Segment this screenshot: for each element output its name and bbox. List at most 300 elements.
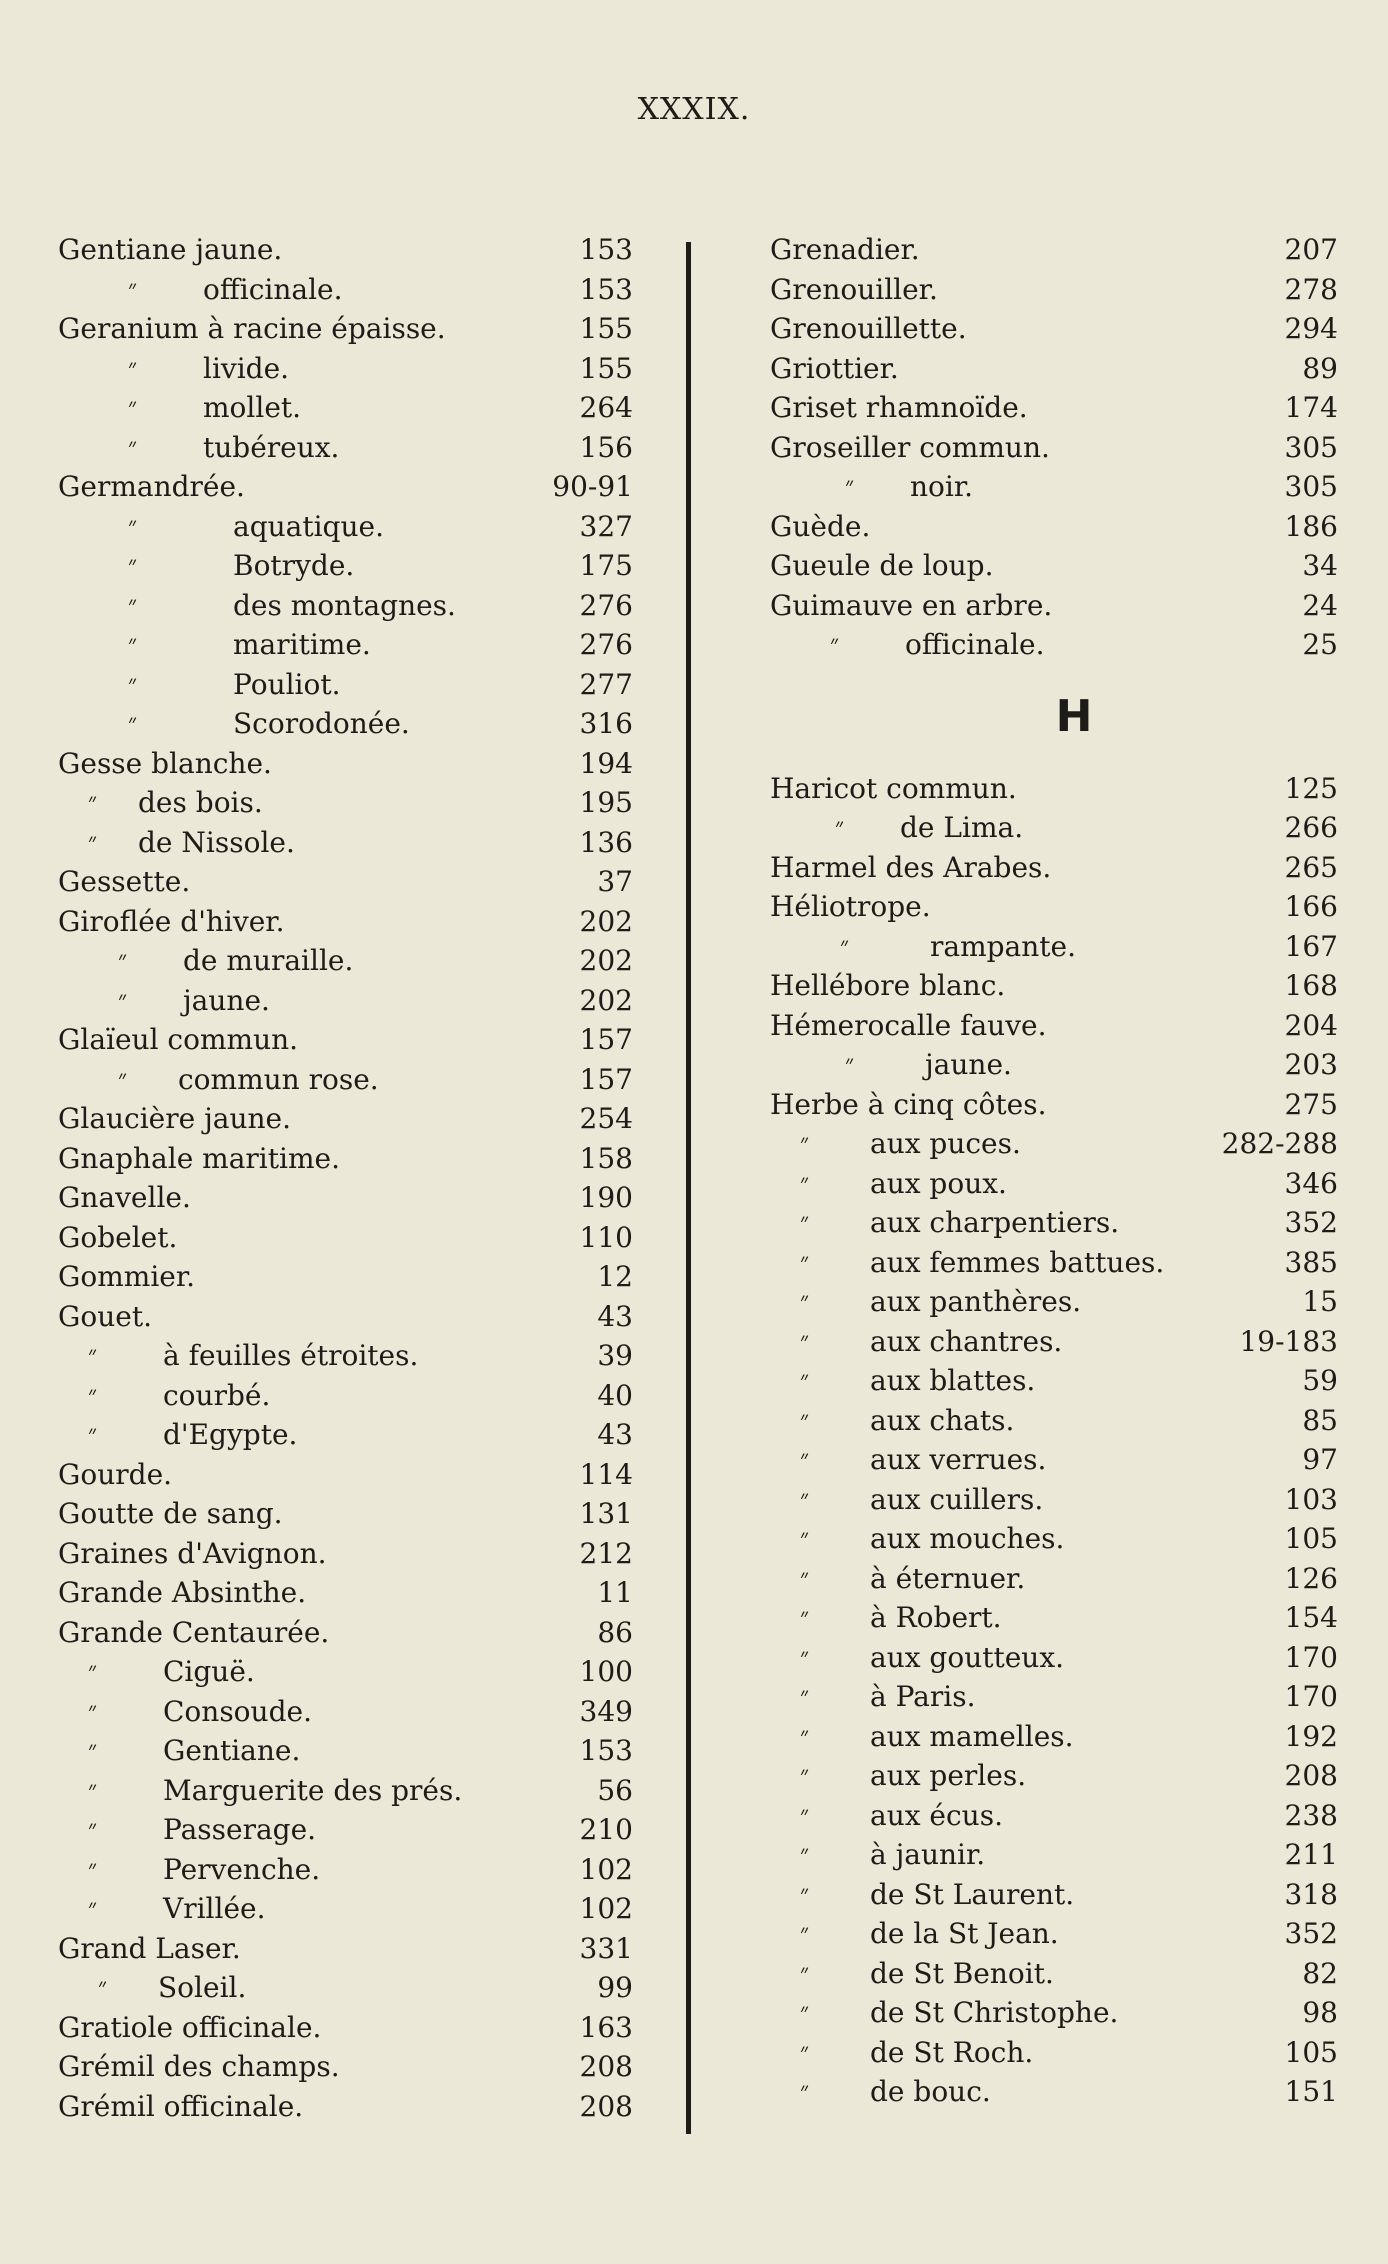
entry-page-number: 98 [1302,1996,1338,2029]
entry-page-number: 59 [1302,1364,1338,1397]
ditto-mark: ״ [800,1642,810,1671]
ditto-mark: ״ [88,788,98,816]
index-entry [58,981,633,1021]
entry-label: de la St Jean. [870,1917,1059,1950]
entry-label: Consoude. [163,1694,312,1728]
ditto-mark: ״ [128,274,138,303]
entry-page-number: 212 [579,1536,633,1570]
entry-label: Haricot commun. [770,771,1017,805]
entry-page-number: 276 [579,588,633,622]
index-entry [770,1203,1338,1243]
entry-label: Griset rhamnoïde. [770,391,1028,424]
entry-label: Guimauve en arbre. [770,588,1053,622]
index-entry [770,1954,1338,1994]
entry-label: Vrillée. [163,1892,266,1925]
entry-label: aux femmes battues. [870,1245,1165,1279]
entry-page-number: 56 [597,1773,633,1807]
index-entry [770,309,1338,349]
index-entry [58,783,633,823]
index-entry [58,1178,633,1218]
entry-label: aux mouches. [870,1522,1065,1555]
entry-label: commun rose. [178,1062,379,1096]
entry-page-number: 100 [579,1655,633,1688]
entry-page-number: 163 [579,2010,633,2044]
column-divider [686,242,691,2134]
ditto-mark: ״ [840,931,850,960]
ditto-mark: ״ [128,551,138,579]
index-entry [770,1835,1338,1875]
entry-label: d'Egypte. [163,1418,298,1451]
entry-label: des bois. [138,786,263,819]
index-entry [770,2033,1338,2073]
ditto-mark: ״ [800,1484,810,1513]
ditto-mark: ״ [128,709,138,737]
index-entry [770,270,1338,310]
entry-page-number: 331 [579,1931,633,1965]
index-entry [58,1573,633,1613]
ditto-mark: ״ [800,1405,810,1434]
ditto-mark: ״ [88,1894,98,1922]
index-entry [770,2072,1338,2112]
entry-label: de bouc. [870,2075,991,2108]
entry-page-number: 40 [597,1378,633,1412]
entry-label: Grand Laser. [58,1931,241,1965]
entry-label: officinale. [905,628,1045,661]
index-entry [58,744,633,784]
entry-label: aux perles. [870,1759,1027,1792]
index-entry [58,1455,633,1495]
index-entry [58,941,633,981]
entry-label: Gesse blanche. [58,746,272,780]
index-entry [58,665,633,705]
ditto-mark: ״ [800,1603,810,1631]
entry-label: aux goutteux. [870,1640,1065,1674]
index-entry [770,1875,1338,1915]
entry-page-number: 82 [1302,1956,1338,1990]
ditto-mark: ״ [128,590,138,619]
entry-page-number: 346 [1284,1166,1338,1200]
ditto-mark: ״ [128,630,138,658]
entry-page-number: 155 [579,351,633,385]
entry-label: Grenadier. [770,233,920,266]
entry-page-number: 19-183 [1239,1324,1338,1358]
ditto-mark: ״ [88,1854,98,1883]
index-entry [770,1993,1338,2033]
entry-page-number: 167 [1284,929,1338,963]
index-entry [58,902,633,942]
index-entry [58,1139,633,1179]
entry-label: aux blattes. [870,1364,1036,1397]
entry-label: Gueule de loup. [770,549,994,582]
entry-label: tubéreux. [203,430,340,464]
ditto-mark: ״ [128,511,138,540]
entry-label: aux puces. [870,1127,1021,1160]
entry-label: Gouet. [58,1299,152,1333]
index-entry [770,625,1338,665]
entry-page-number: 103 [1284,1482,1338,1516]
entry-page-number: 157 [579,1062,633,1096]
entry-page-number: 85 [1302,1403,1338,1437]
entry-page-number: 37 [597,865,633,898]
index-entry [770,230,1338,270]
entry-page-number: 155 [579,312,633,345]
entry-label: Gourde. [58,1457,173,1491]
entry-page-number: 136 [579,825,633,859]
entry-page-number: 202 [579,944,633,977]
ditto-mark: ״ [800,1287,810,1315]
entry-label: Graines d'Avignon. [58,1536,327,1570]
entry-page-number: 170 [1284,1640,1338,1674]
ditto-mark: ״ [800,2077,810,2105]
entry-page-number: 277 [579,667,633,701]
entry-label: Guède. [770,509,871,543]
index-entry [770,1914,1338,1954]
index-entry [770,1756,1338,1796]
entry-page-number: 327 [579,509,633,543]
index-entry [58,349,633,389]
ditto-mark: ״ [830,630,840,658]
entry-page-number: 294 [1284,312,1338,345]
ditto-mark: ״ [800,1919,810,1947]
entry-label: aquatique. [233,509,384,543]
entry-label: aux charpentiers. [870,1206,1120,1239]
index-entry [770,808,1338,848]
entry-label: Soleil. [158,1971,247,2004]
entry-page-number: 43 [597,1299,633,1333]
ditto-mark: ״ [800,1524,810,1552]
entry-label: des montagnes. [233,588,456,622]
index-entry [58,309,633,349]
entry-page-number: 170 [1284,1680,1338,1713]
ditto-mark: ״ [800,1721,810,1750]
entry-page-number: 316 [579,707,633,740]
index-entry [58,1060,633,1100]
index-entry [770,428,1338,468]
entry-label: de muraille. [183,944,354,977]
entry-label: Grémil officinale. [58,2089,304,2123]
ditto-mark: ״ [800,1168,810,1197]
entry-page-number: 25 [1302,628,1338,661]
section-heading: H [1055,690,1093,742]
entry-label: Gobelet. [58,1220,178,1254]
index-entry [770,887,1338,927]
entry-page-number: 102 [579,1892,633,1925]
entry-page-number: 174 [1284,391,1338,424]
entry-label: Griottier. [770,351,899,385]
entry-label: de St Christophe. [870,1996,1119,2029]
entry-label: à Robert. [870,1601,1002,1634]
entry-page-number: 192 [1284,1719,1338,1753]
index-entry [58,230,633,270]
index-entry [770,1243,1338,1283]
index-entry [58,270,633,310]
ditto-mark: ״ [800,1682,810,1710]
ditto-mark: ״ [800,1366,810,1394]
index-entry [770,769,1338,809]
index-entry [58,1652,633,1692]
entry-label: Hémerocalle fauve. [770,1008,1047,1042]
entry-page-number: 86 [597,1615,633,1649]
index-entry [58,625,633,665]
index-entry [58,1613,633,1653]
entry-label: Germandrée. [58,470,245,503]
entry-label: Gessette. [58,865,191,898]
entry-label: Geranium à racine épaisse. [58,312,446,345]
entry-label: Marguerite des prés. [163,1773,463,1807]
entry-page-number: 275 [1284,1087,1338,1121]
entry-page-number: 153 [579,1734,633,1767]
entry-label: Héliotrope. [770,890,931,923]
index-entry [58,1336,633,1376]
entry-label: de Lima. [900,811,1024,844]
index-entry [770,1598,1338,1638]
entry-page-number: 266 [1284,811,1338,844]
index-entry [770,1677,1338,1717]
entry-page-number: 154 [1284,1601,1338,1634]
index-entry [770,586,1338,626]
ditto-mark: ״ [800,1563,810,1592]
index-entry [770,1085,1338,1125]
index-entry [770,1006,1338,1046]
entry-page-number: 207 [1284,233,1338,266]
entry-page-number: 211 [1284,1838,1338,1871]
ditto-mark: ״ [800,1247,810,1276]
entry-page-number: 352 [1284,1917,1338,1950]
ditto-mark: ״ [118,985,128,1014]
entry-page-number: 15 [1302,1285,1338,1318]
entry-page-number: 90-91 [552,470,633,503]
entry-label: Gentiane. [163,1734,301,1767]
entry-label: mollet. [203,391,302,424]
entry-page-number: 153 [579,272,633,306]
entry-page-number: 194 [579,746,633,780]
entry-label: aux panthères. [870,1285,1082,1318]
index-entry [770,388,1338,428]
entry-label: aux verrues. [870,1443,1047,1476]
index-entry [770,1361,1338,1401]
entry-label: de Nissole. [138,825,295,859]
entry-page-number: 208 [1284,1759,1338,1792]
index-entry [770,1322,1338,1362]
index-entry [58,1494,633,1534]
entry-page-number: 203 [1284,1048,1338,1081]
entry-label: Pervenche. [163,1852,321,1886]
index-entry [58,1968,633,2008]
ditto-mark: ״ [88,1380,98,1409]
index-entry [58,1929,633,1969]
entry-page-number: 265 [1284,850,1338,884]
entry-page-number: 254 [579,1102,633,1135]
ditto-mark: ״ [800,1761,810,1789]
entry-label: Gnaphale maritime. [58,1141,340,1175]
index-entry [770,349,1338,389]
entry-page-number: 238 [1284,1798,1338,1832]
entry-page-number: 158 [579,1141,633,1175]
entry-label: à éternuer. [870,1561,1026,1595]
entry-label: Grémil des champs. [58,2050,340,2083]
index-entry [58,1771,633,1811]
index-entry [58,2008,633,2048]
entry-label: Ciguë. [163,1655,255,1688]
index-entry [58,428,633,468]
index-entry [58,2047,633,2087]
entry-label: Glaïeul commun. [58,1023,299,1056]
entry-label: aux cuillers. [870,1482,1044,1516]
entry-page-number: 349 [579,1694,633,1728]
index-entry [58,862,633,902]
entry-page-number: 157 [579,1023,633,1056]
page-number: XXXIX. [637,92,751,127]
ditto-mark: ״ [88,1420,98,1448]
entry-page-number: 114 [579,1457,633,1491]
entry-label: à feuilles étroites. [163,1339,419,1372]
entry-label: Giroflée d'hiver. [58,904,285,938]
ditto-mark: ״ [88,1341,98,1369]
index-entry [58,1850,633,1890]
ditto-mark: ״ [800,1800,810,1829]
entry-label: Glaucière jaune. [58,1102,292,1135]
entry-label: de St Laurent. [870,1877,1075,1911]
entry-label: Gentiane jaune. [58,233,283,266]
ditto-mark: ״ [88,827,98,856]
entry-label: aux poux. [870,1166,1007,1200]
entry-page-number: 11 [597,1576,633,1609]
entry-label: aux chantres. [870,1324,1063,1358]
right-index-column-g-entries [770,230,1338,665]
index-entry [770,1638,1338,1678]
entry-label: maritime. [233,628,371,661]
index-entry [770,1282,1338,1322]
index-entry [58,2087,633,2127]
ditto-mark: ״ [800,2037,810,2066]
entry-label: Gommier. [58,1260,196,1293]
ditto-mark: ״ [88,1696,98,1725]
entry-label: courbé. [163,1378,271,1412]
index-entry [770,1401,1338,1441]
index-entry [770,467,1338,507]
ditto-mark: ״ [800,1129,810,1157]
entry-page-number: 102 [579,1852,633,1886]
entry-page-number: 204 [1284,1008,1338,1042]
index-entry [58,1257,633,1297]
entry-page-number: 208 [579,2050,633,2083]
ditto-mark: ״ [800,1998,810,2026]
ditto-mark: ״ [800,1958,810,1987]
index-entry [58,507,633,547]
index-entry [58,823,633,863]
entry-page-number: 12 [597,1260,633,1293]
entry-label: Gratiole officinale. [58,2010,322,2044]
ditto-mark: ״ [128,393,138,421]
index-entry [58,1692,633,1732]
entry-label: Groseiller commun. [770,430,1050,464]
entry-label: Gnavelle. [58,1181,191,1214]
entry-label: Grande Absinthe. [58,1576,307,1609]
entry-page-number: 264 [579,391,633,424]
index-entry [770,1559,1338,1599]
index-entry [770,1164,1338,1204]
entry-label: noir. [910,470,974,503]
entry-page-number: 153 [579,233,633,266]
entry-label: Grenouiller. [770,272,938,306]
ditto-mark: ״ [845,472,855,500]
index-entry [770,966,1338,1006]
entry-page-number: 110 [579,1220,633,1254]
entry-label: aux mamelles. [870,1719,1074,1753]
index-entry [58,1099,633,1139]
ditto-mark: ״ [88,1775,98,1804]
index-entry [58,1218,633,1258]
index-entry [770,927,1338,967]
entry-page-number: 131 [579,1497,633,1530]
entry-label: Grande Centaurée. [58,1615,330,1649]
entry-label: Scorodonée. [233,707,410,740]
entry-label: jaune. [183,983,270,1017]
index-entry [770,1796,1338,1836]
ditto-mark: ״ [128,353,138,382]
index-entry [770,1519,1338,1559]
entry-page-number: 208 [579,2089,633,2123]
ditto-mark: ״ [835,813,845,841]
index-entry [58,1415,633,1455]
ditto-mark: ״ [88,1657,98,1685]
entry-label: aux chats. [870,1403,1015,1437]
entry-label: rampante. [930,929,1077,963]
entry-label: officinale. [203,272,343,306]
index-entry [770,1480,1338,1520]
entry-page-number: 105 [1284,1522,1338,1555]
ditto-mark: ״ [800,1879,810,1908]
entry-page-number: 125 [1284,771,1338,805]
entry-label: livide. [203,351,290,385]
entry-label: Pouliot. [233,667,341,701]
entry-page-number: 43 [597,1418,633,1451]
entry-page-number: 186 [1284,509,1338,543]
entry-page-number: 126 [1284,1561,1338,1595]
entry-page-number: 105 [1284,2035,1338,2069]
index-entry [770,507,1338,547]
entry-page-number: 202 [579,983,633,1017]
index-entry [58,388,633,428]
entry-page-number: 195 [579,786,633,819]
ditto-mark: ״ [128,432,138,461]
entry-page-number: 305 [1284,430,1338,464]
left-index-column [58,230,633,2126]
index-entry [58,1731,633,1771]
ditto-mark: ״ [800,1208,810,1236]
entry-page-number: 97 [1302,1443,1338,1476]
ditto-mark: ״ [98,1973,108,2001]
ditto-mark: ״ [845,1050,855,1078]
entry-page-number: 89 [1302,351,1338,385]
ditto-mark: ״ [118,1064,128,1093]
entry-label: aux écus. [870,1798,1003,1832]
right-index-column [770,230,1338,2112]
entry-label: Herbe à cinq côtes. [770,1087,1047,1121]
index-entry [58,704,633,744]
entry-page-number: 210 [579,1813,633,1846]
index-entry [58,1376,633,1416]
ditto-mark: ״ [118,946,128,974]
entry-page-number: 276 [579,628,633,661]
entry-label: à jaunir. [870,1838,986,1871]
index-entry [58,1534,633,1574]
ditto-mark: ״ [800,1840,810,1868]
entry-page-number: 278 [1284,272,1338,306]
index-entry [770,1717,1338,1757]
ditto-mark: ״ [800,1326,810,1355]
index-entry [58,1810,633,1850]
